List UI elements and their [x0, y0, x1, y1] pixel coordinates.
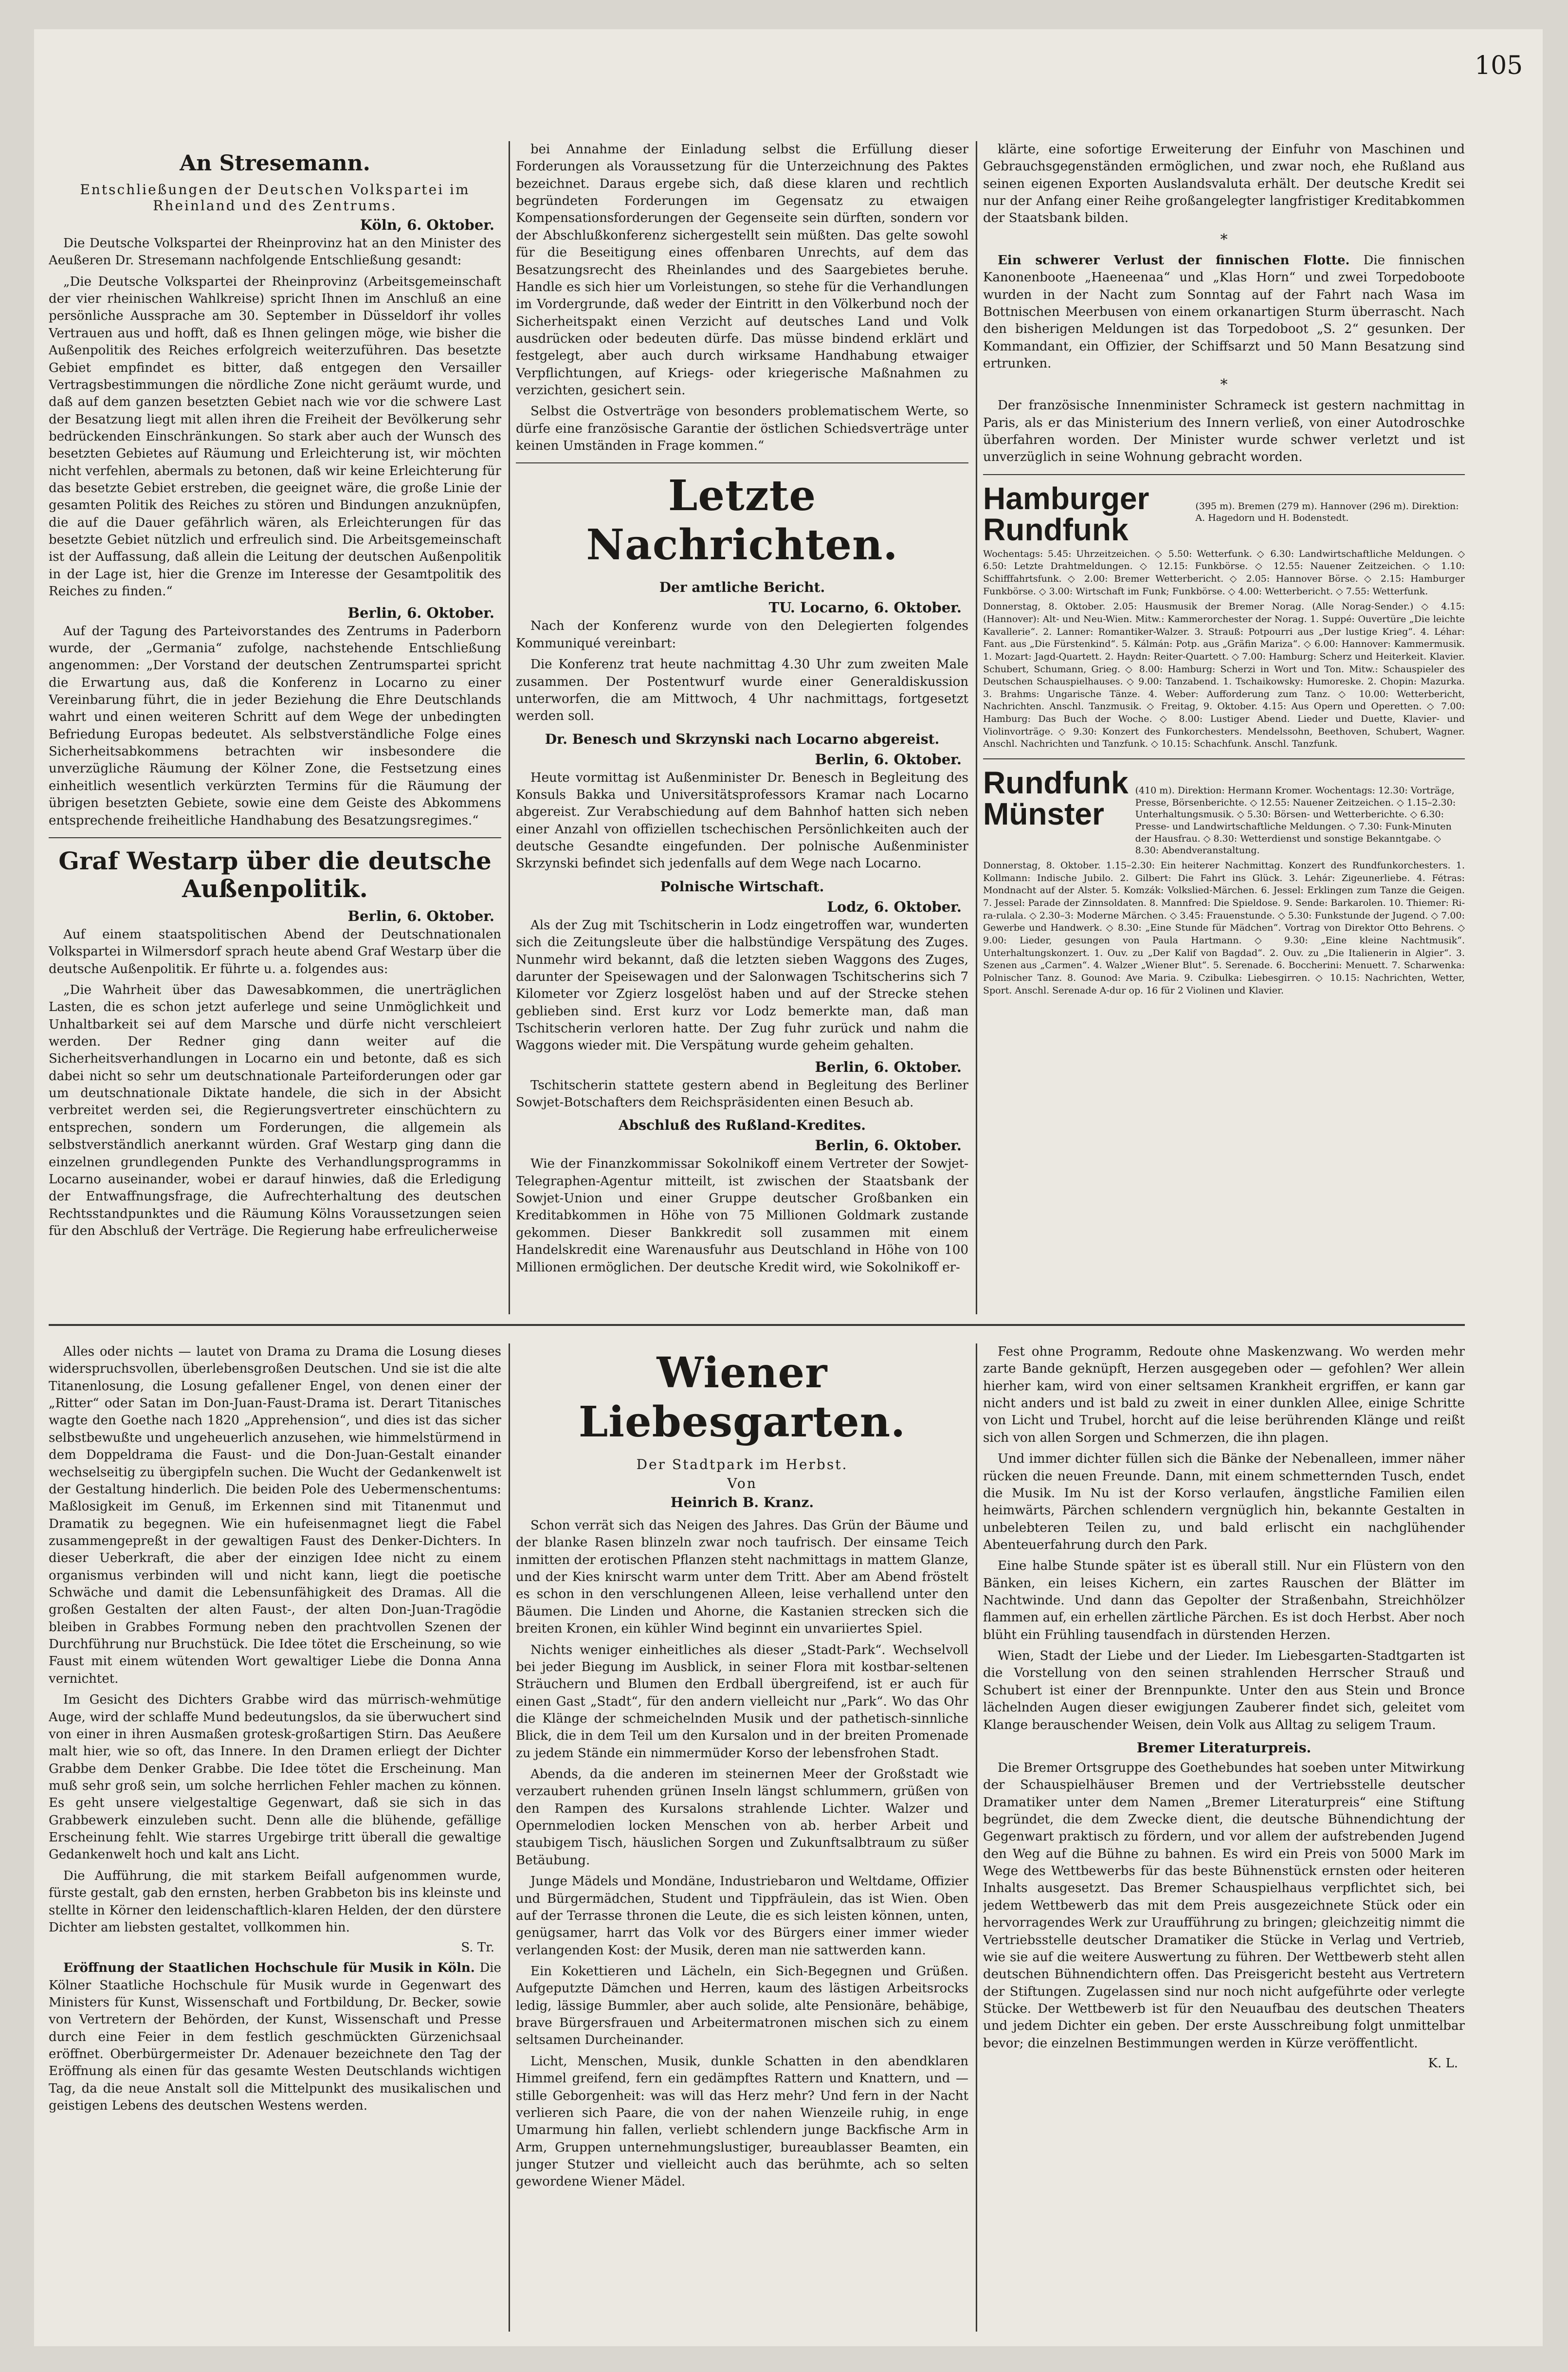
- wiener-von: Von: [727, 1475, 757, 1491]
- wiener-cont-paragraph-1: Fest ohne Programm, Redoute ohne Maskenzwang. Wo werden mehr zarte Bande geknüpft, Herzen ausgegeben oder — gefohlen? Wer allein hierher kam, wird von einer seltsamen Krankheit ergriffen, er kann gar nicht anders und ist bald zu zweit in einer dunklen Allee, einige Schritte von Licht und Trubel, horcht auf die leise berührenden Klänge und reißt sich von allen Sorgen und Schmerzen, die ihn plagen.: [983, 1344, 1465, 1445]
- stresemann-title: An Stresemann.: [180, 151, 370, 176]
- nachrichten-paragraph-6: Wie der Finanzkommissar Sokolnikoff einem Vertreter der Sowjet-Telegraphen-Agentur mitteilt, ist zwischen der Staatsbank der Sowjet-Union und einer Gruppe deutscher Großbanken ein Kreditabkommen in Höhe von 75 Millionen Goldmark zustande gekommen. Dieser Bankkredit soll zusammen mit einem Handelskredit eine Warenausfuhr aus Deutschland in Höhe von 100 Millionen ermöglichen. Der deutsche Kredit wird, wie Sokolnikoff er-: [516, 1157, 968, 1275]
- stresemann-subtitle: Entschließungen der Deutschen Volkspartei im Rheinland und des Zentrums.: [80, 182, 470, 214]
- hochschule-text: Die Kölner Staatliche Hochschule für Musik wurde in Gegenwart des Ministers für Kunst, Wissenschaft und Fortbildung, Dr. Becker, sowie von Vertretern der Behörden, der Kunst, Wissenschaft und Presse durch eine Feier in dem festlich geschmückten Gürzenichsaal eröffnet. Oberbürgermeister Dr. Adenauer bezeichnete den Tag der Eröffnung als einen für das gesamte Westen Deutschlands wichtigen Tag, da die neue Anstalt soll die Mittelpunkt des musikalischen und geistigen Lebens des deutschen Westens werden.: [49, 1961, 501, 2114]
- nachrichten-dateline-2: Berlin, 6. Oktober.: [815, 751, 962, 768]
- grabbe-paragraph-1: Alles oder nichts — lautet von Drama zu Drama die Losung dieses widerspruchsvollen, überlebensgroßen Deutschen. Und sie ist die alte Titanenlosung, die Losung gefallener Engel, von denen einer der „Ritter“ oder Satan im Don-Juan-Faust-Drama ist. Derart Titanisches wagte den Goethe nach 1820 „Apprehension“, und dies ist das sicher selbstbewußte und ungeheuerlich anzusehen, wie himmelstürmend in dem Doppeldrama die Faust- und die Don-Juan-Gestalt einander wechselseitig zu übergipfeln suchen. Die Wucht der Gedankenwelt ist der Gestaltung hinderlich. Die beiden Pole des Uebermenschentums: Maßlosigkeit im Genuß, im Erkennen sind mit Titanenmut und Dramatik zu begegnen. Wie ein hufeisenmagnet liegt die Fabel zusammengepreßt in der gewaltigen Faust des Denker-Dichters. In dieser Ueberkraft, die aber der einzigen Idee nicht zu einem organismus verbinden will und nicht kann, liegt die poetische Schwäche und damit die Lebensunfähigkeit des Dramas. All die großen Gestalten der alten Faust-, der alten Don-Juan-Tragödie bleiben in Grabbes Formung neben den prachtvollen Szenen der Durchführung nur Bruchstück. Die Idee tötet die Erscheinung, so wie Faust mit einem wütenden Wort gewaltiger Liebe die Donna Anna vernichtet.: [49, 1344, 501, 1686]
- nachrichten-paragraph-3: Heute vormittag ist Außenminister Dr. Benesch in Begleitung des Konsuls Bakka und Universitätsprofessors Kramar nach Locarno abgereist. Zur Verabschiedung auf dem Bahnhof hatten sich neben einer Anzahl von offiziellen tschechischen Persönlichkeiten auch der deutsche Gesandte eingefunden. Der polnische Außenminister Skrzynski befindet sich jedenfalls auf dem Wege nach Locarno.: [516, 770, 968, 871]
- column-rule: [509, 141, 510, 1314]
- col2-paragraph-1: bei Annahme der Einladung selbst die Erfüllung dieser Forderungen als Voraussetzung für die Unterzeichnung des Paktes bezeichnet. Daraus ergebe sich, daß diese klaren und rechtlich begründeten Forderungen im Gegensatz zu etwaigen Kompensationsforderungen der Gegenseite sein dürften, sondern vor der Abschlußkonferenz sichergestellt sein müßten. Das gelte sowohl für die Beseitigung eines offenbaren Unrechts, auf dem das Besatzungsrecht des Rheinlandes und des Saargebietes beruhe. Handle es sich hier um Vorleistungen, so stehe für die Verhandlungen im Vordergrunde, daß weder der Eintritt in den Völkerbund noch der Sicherheitspakt einen Verzicht auf deutsches Land und Volk ausdrücken oder bedeuten dürfe. Das müsse bindend erklärt und festgelegt, aber auch durch wirksame Handhabung etwaiger Verpflichtungen, auf Kriegs- oder kriegerische Maßnahmen zu verzichten, gesichert sein.: [516, 142, 968, 398]
- muenster-header: [983, 767, 1465, 857]
- asterisk-divider: *: [1220, 231, 1228, 248]
- nachrichten-subhead-1: Der amtliche Bericht.: [659, 579, 825, 596]
- stresemann-dateline-2: Berlin, 6. Oktober.: [347, 604, 494, 621]
- nachrichten-paragraph-5: Tschitscherin stattete gestern abend in Begleitung des Berliner Sowjet-Botschafters dem Reichspräsidenten einen Besuch ab.: [516, 1078, 968, 1110]
- wiener-subtitle: Der Stadtpark im Herbst.: [636, 1456, 848, 1472]
- hamburg-meta: (395 m). Bremen (279 m). Hannover (296 m). Direktion: A. Hagedorn und H. Bodenstedt.: [1195, 500, 1459, 524]
- wiener-cont-paragraph-3: Eine halbe Stunde später ist es überall still. Nur ein Flüstern von den Bänken, ein leises Kichern, ein zartes Rauschen der Blätter im Nachtwinde. Und dann das Gepolter der Straßenbahn, Streichhölzer flammen auf, ein erhellen zärtliche Pärchen. Es ist doch Herbst. Aber noch blüht ein Frühling tausendfach in dürstenden Herzen.: [983, 1559, 1465, 1642]
- column-rule: [509, 1343, 510, 2332]
- column-left-lower: [49, 1343, 501, 2332]
- column-middle-lower: [516, 1343, 968, 2332]
- stresemann-dateline-1: Köln, 6. Oktober.: [360, 217, 494, 233]
- hamburg-title: Hamburger Rundfunk: [983, 480, 1149, 547]
- separator: [49, 837, 501, 838]
- horizontal-rule: [49, 1324, 1465, 1326]
- col2-paragraph-2: Selbst die Ostverträge von besonders problematischem Werte, so dürfe eine französische Garantie der östlichen Schiedsverträge unter keinen Umständen in Frage kommen.“: [516, 404, 968, 454]
- wiener-paragraph-4: Junge Mädels und Mondäne, Industriebaron und Weltdame, Offizier und Bürgermädchen, Student und Tippfräulein, das ist Wien. Oben auf der Terrasse thronen die Leute, die es sich leisten können, unten, genügsamer, harrt das Volk vor des Bürgers einer immer wieder verlangenden Kost: der Musik, deren man nie sattwerden kann.: [516, 1874, 968, 1958]
- nachrichten-dateline-1: TU. Locarno, 6. Oktober.: [768, 599, 962, 616]
- wiener-author: Heinrich B. Kranz.: [670, 1494, 814, 1510]
- stresemann-paragraph-2: „Die Deutsche Volkspartei der Rheinprovinz (Arbeitsgemeinschaft der vier rheinischen Wahlkreise) spricht Ihnen im Anschluß an eine persönliche Aussprache am 30. September in Düsseldorf ihr volles Vertrauen aus und hofft, daß es Ihnen gelingen möge, wie bisher die Außenpolitik des Reiches erfolgreich weiterzuführen. Das besetzte Gebiet empfindet es bitter, daß entgegen den Versailler Vertragsbestimmungen die nördliche Zone nicht geräumt wurde, und daß auf dem ganzen besetzten Gebiet nach wie vor die schwere Last der Besatzung liegt mit allen ihren die Freiheit der Bevölkerung sehr bedrückenden Einschränkungen. So stark aber auch der Wunsch des besetzten Gebietes auf Räumung und Erleichterung ist, wir möchten nicht verfehlen, abermals zu betonen, daß wir keine Erleichterung für das besetzte Gebiet erstreben, die geeignet wäre, die große Linie der gesamten Politik des Reiches zu stören und Bindungen anzuknüpfen, die auf die Dauer gefährlich wären, als Erleichterungen für das besetzte Gebiet nützlich und erfreulich sind. Die Arbeitsgemeinschaft ist der Auffassung, daß allein die Leitung der deutschen Außenpolitik in der Lage ist, hier die Grenze im Interesse der Gesamtpolitik des Reiches zu finden.“: [49, 274, 501, 599]
- column-middle-upper: [516, 141, 968, 1314]
- wiener-cont-paragraph-4: Wien, Stadt der Liebe und der Lieder. Im Liebesgarten-Stadtgarten ist die Vorstellung von den seinen strahlenden Herrscher Strauß und Schubert ist einer der Brennpunkte. Unter den aus Stein und Bronce lächelnden Augen dieser ewigjungen Zauberer findet sich, geleitet vom Klange berauschender Weisen, dein Volk aus Alltag zu seligem Traum.: [983, 1649, 1465, 1732]
- separator: [983, 474, 1465, 475]
- literaturpreis-text: Die Bremer Ortsgruppe des Goethebundes hat soeben unter Mitwirkung der Schauspielhäuser Bremen und der Vertriebsstelle deutscher Dramatiker unter dem Namen „Bremer Literaturpreis“ eine Stiftung begründet, die dem Zwecke dient, die deutsche Bühnendichtung der Gegenwart praktisch zu fördern, und vor allem der aufstrebenden Jugend den Weg auf die Bühne zu bahnen. Es wird ein Preis von 5000 Mark im Wege des Wettbewerbs für das beste Bühnenstück ernsten oder heiteren Inhalts ausgesetzt. Das Bremer Schauspielhaus verpflichtet sich, bei jedem Wettbewerb das mit dem Preis ausgezeichnete Stück oder ein hervorragendes Werk zur Uraufführung zu bringen; gleichzeitig nimmt die Vertriebsstelle deutscher Dramatiker die Stücke in Verlag und Vertrieb, wie sie auf die weitere Auswertung zu führen. Der Wettbewerb steht allen deutschen Bühnendichtern offen. Das Preisgericht besteht aus Vertretern der Stiftungen. Zugelassen sind nur noch nicht aufgeführte oder verlegte Stücke. Der Wettbewerb ist für den Neuaufbau des deutschen Theaters und jedem Dichter ein geben. Der erste Ausschreibung folgt unmittelbar bevor; die einzelnen Bestimmungen werden in Kürze veröffentlicht.: [983, 1760, 1465, 2051]
- nachrichten-paragraph-2: Die Konferenz trat heute nachmittag 4.30 Uhr zum zweiten Male zusammen. Der Postentwurf wurde einer Generaldiskussion unterworfen, die am Mittwoch, 4 Uhr nachmittags, fortgesetzt werden soll.: [516, 657, 968, 724]
- page-number: 105: [1475, 51, 1523, 80]
- hamburg-program-2: Donnerstag, 8. Oktober. 2.05: Hausmusik der Bremer Norag. (Alle Norag-Sender.) ◇ 4.15: (Hannover): Alt- und Neu-Wien. Mitw.: Kammerorchester der Norag. 1. Suppé: Ouvertüre „Die leichte Kavallerie“. 2. Lanner: Romantiker-Walzer. 3. Strauß: Potpourri aus „Der lustige Krieg“. 4. Léhar: Fant. aus „Die Fürstenkind“. 5. Kálmán: Potp. aus „Gräfin Mariza“. ◇ 6.00: Hannover: Kammermusik. 1. Mozart: Jagd-Quartett. 2. Haydn: Reiter-Quartett. ◇ 7.00: Hamburg: Scherz und Heiterkeit. Klavier. Schubert, Schumann, Grieg. ◇ 8.00: Hamburg: Scherzi in Wort und Ton. Mitw.: Schauspieler des Deutschen Schauspielhauses. ◇ 9.00: Tanzabend. 1. Tschaikowsky: Humoreske. 2. Chopin: Mazurka. 3. Brahms: Ungarische Tänze. 4. Weber: Aufforderung zum Tanz. ◇ 10.00: Wetterbericht, Nachrichten. Anschl. Tanzmusik. ◇ Freitag, 9. Oktober. 4.15: Aus Opern und Operetten. ◇ 7.00: Hamburg: Das Buch der Woche. ◇ 8.00: Lustiger Abend. Lieder und Duette, Klavier- und Violinvorträge. ◇ 9.30: Konzert des Funkorchesters. Mendelssohn, Beethoven, Schubert, Wagner. Anschl. Nachrichten und Tanzfunk. ◇ 10.15: Schachfunk. Anschl. Tanzfunk.: [983, 601, 1465, 750]
- wiener-title: Wiener Liebesgarten.: [578, 1348, 906, 1447]
- wiener-paragraph-1: Schon verrät sich das Neigen des Jahres. Das Grün der Bäume und der blanke Rasen blinzeln zwar noch taufrisch. Der einsame Teich inmitten der erotischen Pflanzen steht nachmittags in mattem Glanze, und der Kies knirscht warm unter dem Tritt. Aber am Abend fröstelt es schon in den verschlungenen Alleen, leise verhallend unter den Bäumen. Die Linden und Ahorne, die Kastanien strecken sich die breiten Kronen, ein kühler Wind beginnt ein unvariiertes Spiel.: [516, 1518, 968, 1636]
- wiener-paragraph-3: Abends, da die anderen im steinernen Meer der Großstadt wie verzaubert ruhenden grünen Inseln längst schlummern, grüßen von den Rampen des Kursalons strahlende Lichter. Walzer und Opernmelodien locken Menschen von ab. herber Arbeit und staubigem Tisch, häuslichen Sorgen und Zukunftsalbtraum zu süßer Betäubung.: [516, 1767, 968, 1868]
- wiener-paragraph-2: Nichts weniger einheitliches als dieser „Stadt-Park“. Wechselvoll bei jeder Biegung im Ausblick, in seiner Flora mit kostbar-seltenen Sträuchern und Blumen den Erdball übergreifend, ist er auch für einen Gast „Stadt“, für den andern vielleicht nur „Park“. Wo das Ohr die Klänge der schmeichelnden Musik und der pathetisch-sinnliche Blick, die in dem Teil um den Kursalon und in der breiten Promenade zu jedem Stände ein nimmermüder Korso der lebensfrohen Stadt.: [516, 1642, 968, 1761]
- nachrichten-paragraph-1: Nach der Konferenz wurde von den Delegierten folgendes Kommuniqué vereinbart:: [516, 619, 968, 651]
- nachrichten-dateline-4: Berlin, 6. Oktober.: [815, 1058, 962, 1075]
- westarp-paragraph-2: „Die Wahrheit über das Dawesabkommen, die unerträglichen Lasten, die es schon jetzt auferlege und seine Unmöglichkeit und Unhaltbarkeit sei auf dem Marsche und dürfe nicht verschleiert werden. Der Redner ging dann weiter auf die Sicherheitsverhandlungen in Locarno ein und betonte, daß es sich dabei nicht so sehr um deutschnationale Parteiforderungen oder gar um deutschnationale Diktate handele, die sich in der Absicht verbreitet werden sei, die Regierungsvertreter einschüchtern zu entsprechen, sondern um Forderungen, die allgemein als selbstverständlich anerkannt würden. Graf Westarp ging dann die einzelnen grundlegenden Punkte des Verhandlungsprogramms in Locarno auseinander, wobei er darauf hinwies, daß die Erledigung der Entwaffnungsfrage, die Aufrechterhaltung des deutschen Rechtsstandpunktes und die Räumung Kölns Voraussetzungen seien für den Abschluß der Verträge. Die Regierung habe erfreulicherweise: [49, 982, 501, 1238]
- col3-paragraph-1: klärte, eine sofortige Erweiterung der Einfuhr von Maschinen und Gebrauchsgegenständen ermöglichen, und zwar noch, ehe Rußland aus seinen eigenen Exporten Auslandsvaluta erhält. Der deutsche Kredit sei nur der Anfang einer Reihe großangelegter langfristiger Kreditabkommen der Staatsbank bilden.: [983, 142, 1465, 226]
- nachrichten-dateline-3: Lodz, 6. Oktober.: [827, 898, 962, 915]
- westarp-title: Graf Westarp über die deutsche Außenpolitik.: [58, 846, 492, 903]
- grabbe-paragraph-2: Im Gesicht des Dichters Grabbe wird das mürrisch-wehmütige Auge, wird der schlaffe Mund bedeutungslos, da sie überwuchert sind von einer in ihren Ausmaßen grotesk-großartigen Stirn. Das Aeußere malt hier, wie so oft, das Innere. In den Dramen erliegt der Dichter Grabbe dem Denker Grabbe. Die Idee tötet die Erscheinung. Man muß sehr groß sein, um solche herrlichen Fehler machen zu können. Es geht unsere vielgestaltige Gegenwart, daß sie sich in das Grabbewerk einzuleben sucht. Denn alle die blühende, gefällige Erscheinung fehlt. Wie starres Urgebirge tritt überall die gewaltige Gedankenwelt hoch und kalt ans Licht.: [49, 1692, 501, 1862]
- col3-paragraph-3: Der französische Innenminister Schrameck ist gestern nachmittag in Paris, als er das Ministerium des Innern verließ, von einer Autodroschke überfahren worden. Der Minister wurde schwer verletzt und ist unverzüglich in seine Wohnung gebracht worden.: [983, 398, 1465, 465]
- muenster-title: Rundfunk Münster: [983, 765, 1129, 831]
- stresemann-paragraph-1: Die Deutsche Volkspartei der Rheinprovinz hat an den Minister des Aeußeren Dr. Stresemann nachfolgende Entschließung gesandt:: [49, 236, 501, 268]
- wiener-paragraph-6: Licht, Menschen, Musik, dunkle Schatten in den abendklaren Himmel greifend, fern ein gedämpftes Rattern und Knattern, und — stille Geborgenheit: was will das Herz mehr? Und fern in der Nacht verlieren sich Paare, die von der nahen Wienzeile ruhig, in enge Umarmung hin fallen, verliebt schlendern junge Backfische Arm in Arm, Gruppen unternehmungslustiger, bureaublasser Beamten, ein junger Stutzer und vielleicht auch das berühmte, ach so selten gewordene Wiener Mädel.: [516, 2054, 968, 2189]
- nachrichten-title: Letzte Nachrichten.: [586, 471, 898, 570]
- column-left-upper: [49, 141, 501, 1314]
- flotte-text: Die finnischen Kanonenboote „Haeneenaa“ und „Klas Horn“ und zwei Torpedoboote wurden in der Nacht zum Sonntag auf der Fahrt nach Wasa im Bottnischen Meerbusen von einem orkanartigen Sturm überrascht. Nach den bisherigen Meldungen ist das Torpedoboot „S. 2“ gesunken. Der Kommandant, ein Offizier, der Schiffsarzt und 50 Mann Besatzung sind ertrunken.: [983, 253, 1465, 371]
- stresemann-paragraph-3: Auf der Tagung des Parteivorstandes des Zentrums in Paderborn wurde, der „Germania“ zufolge, nachstehende Entschließung angenommen: „Der Vorstand der deutschen Zentrumspartei spricht die Erwartung aus, daß die Konferenz in Locarno zu einer Vereinbarung führt, die in jeder Beziehung die Ehre Deutschlands wahrt und einen weiteren Schritt auf dem Wege der unbedingten Befriedung Europas bedeutet. Als selbstverständliche Folge eines Sicherheitsabkommens betrachten wir insbesondere die unverzügliche Räumung der Kölner Zone, die Festsetzung eines einheitlich wesentlich verkürzten Termins für die Räumung der übrigen besetzten Gebiete, sowie eine dem Geiste des Abkommens entsprechende freiheitliche Handhabung des Besatzungsregimes.“: [49, 624, 501, 828]
- nachrichten-paragraph-4: Als der Zug mit Tschitscherin in Lodz eingetroffen war, wunderten sich die Zeitungsleute über die halbstündige Verspätung des Zuges. Nunmehr wird bekannt, daß die letzten sieben Waggons des Zuges, darunter der Speisewagen und der Salonwagen Tschitscherins sich 7 Kilometer vor Zgierz losgelöst haben und auf der Strecke stehen geblieben sind. Erst kurz vor Lodz bemerkte man, daß man Tschitscherin verloren hatte. Der Zug fuhr zurück und nahm die Waggons wieder mit. Die Verspätung wurde geheim gehalten.: [516, 918, 968, 1053]
- literaturpreis-signature: K. L.: [1428, 2056, 1458, 2071]
- literaturpreis-head: Bremer Literaturpreis.: [1136, 1739, 1312, 1756]
- nachrichten-dateline-5: Berlin, 6. Oktober.: [815, 1137, 962, 1154]
- column-right-upper: [983, 141, 1465, 1314]
- separator: [983, 758, 1465, 759]
- muenster-meta: (410 m). Direktion: Hermann Kromer. Wochentags: 12.30: Vorträge, Presse, Börsenberichte. ◇ 12.55: Nauener Zeitzeichen. ◇ 1.15–2.30: Unterhaltungsmusik. ◇ 5.30: Börsen- und Wetterberichte. ◇ 6.30: Presse- und Landwirtschaftliche Meldungen. ◇ 7.30: Funk-Minuten der Hausfrau. ◇ 8.30: Wetterdienst und sonstige Bekanntgabe. ◇ 8.30: Abendveranstaltung.: [1135, 785, 1456, 856]
- column-rule: [976, 1343, 977, 2332]
- newspaper-page: [34, 29, 1543, 2346]
- nachrichten-subhead-3: Polnische Wirtschaft.: [660, 878, 824, 895]
- grabbe-paragraph-3: Die Aufführung, die mit starkem Beifall aufgenommen wurde, fürste gestalt, gab den ernsten, herben Grabbeton bis ins kleinste und stellte in Körner den leidenschaftlich-klaren Helden, der den dürstere Dichter am liebsten gestaltet, vollkommen hin.: [49, 1868, 501, 1935]
- westarp-dateline: Berlin, 6. Oktober.: [347, 907, 494, 924]
- grabbe-signature: S. Tr.: [461, 1940, 494, 1955]
- hamburg-program-1: Wochentags: 5.45: Uhrzeitzeichen. ◇ 5.50: Wetterfunk. ◇ 6.30: Landwirtschaftliche Meldungen. ◇ 6.50: Letzte Drahtmeldungen. ◇ 12.15: Funkbörse. ◇ 12.55: Nauener Zeitzeichen. ◇ 1.10: Schifffahrtsfunk. ◇ 2.00: Bremer Wetterbericht. ◇ 2.05: Hannover Börse. ◇ 2.15: Hamburger Funkbörse. ◇ 3.00: Wirtschaft im Funk; Funkbörse. ◇ 4.00: Wetterbericht. ◇ 7.55: Wetterfunk.: [983, 548, 1465, 597]
- nachrichten-subhead-2: Dr. Benesch und Skrzynski nach Locarno abgereist.: [545, 731, 940, 747]
- column-right-lower: [983, 1343, 1465, 2332]
- hamburg-header: [983, 480, 1465, 547]
- wiener-cont-paragraph-2: Und immer dichter füllen sich die Bänke der Nebenalleen, immer näher rücken die neuen Freunde. Dann, mit einem schmetternden Tusch, endet die Musik. Im Nu ist der Korso verlaufen, ängstliche Familien eilen heimwärts, Pärchen schlendern vergnüglich hin, bekannte Gestalten in unbelebteren Teilen zu, und bald erlischt ein nachglühender Abenteuerfahrung durch den Park.: [983, 1452, 1465, 1552]
- flotte-head: Ein schwerer Verlust der finnischen Flotte.: [998, 253, 1350, 268]
- asterisk-divider: *: [1220, 376, 1228, 394]
- hochschule-head: Eröffnung der Staatlichen Hochschule für Musik in Köln.: [63, 1961, 475, 1976]
- column-rule: [976, 141, 977, 1314]
- muenster-program-1: Donnerstag, 8. Oktober. 1.15–2.30: Ein heiterer Nachmittag. Konzert des Rundfunkorchesters. 1. Kollmann: Indische Jubilo. 2. Gilbert: Die Fahrt ins Glück. 3. Lehár: Zigeunerliebe. 4. Fétras: Mondnacht auf der Alster. 5. Komzák: Volkslied-Märchen. 6. Jessel: Erklingen zum Tanze die Geigen. 7. Jessel: Parade der Zinnsoldaten. 8. Mannfred: Die Spieldose. 9. Sende: Barkarolen. 10. Thiemer: Ri-ra-rulala. ◇ 2.30–3: Moderne Märchen. ◇ 3.45: Frauenstunde. ◇ 5.30: Funkstunde der Jugend. ◇ 7.00: Gewerbe und Handwerk. ◇ 8.30: „Eine Stunde für Mädchen“. Vortrag von Direktor Otto Behrens. ◇ 9.00: Lieder, gesungen von Paula Hartmann. ◇ 9.30: „Eine kleine Nachtmusik“. Unterhaltungskonzert. 1. Ouv. zu „Der Kalif von Bagdad“. 2. Ouv. zu „Die Italienerin in Algier“. 3. Szenen aus „Carmen“. 4. Walzer „Wiener Blut“. 5. Serenade. 6. Boccherini: Menuett. 7. Scharwenka: Polnischer Tanz. 8. Gounod: Ave Maria. 9. Czibulka: Liebesgirren. ◇ 10.15: Nachrichten, Wetter, Sport. Anschl. Serenade A-dur op. 16 für 2 Violinen und Klavier.: [983, 860, 1465, 996]
- nachrichten-subhead-4: Abschluß des Rußland-Kredites.: [618, 1117, 866, 1134]
- westarp-paragraph-1: Auf einem staatspolitischen Abend der Deutschnationalen Volkspartei in Wilmersdorf sprach heute abend Graf Westarp über die deutsche Außenpolitik. Er führte u. a. folgendes aus:: [49, 927, 501, 976]
- separator: [516, 462, 968, 463]
- wiener-paragraph-5: Ein Kokettieren und Lächeln, ein Sich-Begegnen und Grüßen. Aufgeputzte Dämchen und Herren, kaum des lästigen Arbeitsrocks ledig, lässige Bummler, aber auch solide, alte Pensionäre, behäbige, brave Bürgersfrauen und Arbeitermatronen mischen sich zu einem seltsamen Durcheinander.: [516, 1964, 968, 2048]
